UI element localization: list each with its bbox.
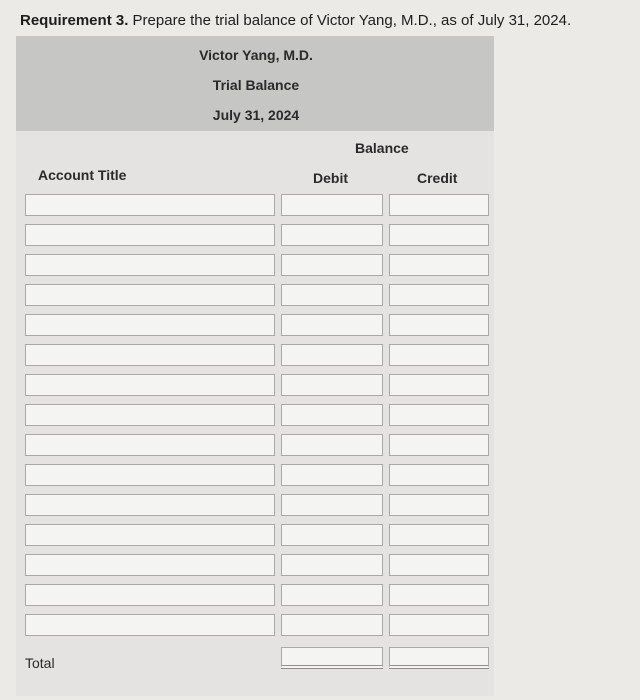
debit-input[interactable]	[281, 314, 383, 336]
credit-input[interactable]	[389, 284, 489, 306]
account-title-input[interactable]	[25, 464, 275, 486]
table-row	[16, 584, 494, 608]
debit-input[interactable]	[281, 434, 383, 456]
table-row	[16, 314, 494, 338]
table-row	[16, 224, 494, 248]
debit-input[interactable]	[281, 494, 383, 516]
credit-input[interactable]	[389, 374, 489, 396]
debit-input[interactable]	[281, 614, 383, 636]
credit-input[interactable]	[389, 314, 489, 336]
trial-balance-table	[16, 36, 494, 696]
table-row	[16, 284, 494, 308]
credit-header: Credit	[417, 170, 458, 186]
credit-input[interactable]	[389, 344, 489, 366]
account-title-input[interactable]	[25, 314, 275, 336]
requirement-text: Prepare the trial balance of Victor Yang, M.D., as of July 31, 2024.	[128, 12, 572, 29]
credit-input[interactable]	[389, 614, 489, 636]
debit-header: Debit	[313, 170, 348, 186]
debit-input[interactable]	[281, 464, 383, 486]
debit-input[interactable]	[281, 194, 383, 216]
debit-input[interactable]	[281, 344, 383, 366]
debit-input[interactable]	[281, 554, 383, 576]
total-label: Total	[25, 655, 55, 671]
table-row	[16, 344, 494, 368]
account-title-input[interactable]	[25, 554, 275, 576]
debit-input[interactable]	[281, 404, 383, 426]
account-title-input[interactable]	[25, 524, 275, 546]
balance-column-group: Balance	[355, 140, 409, 156]
table-row	[16, 374, 494, 398]
requirement-label: Requirement 3.	[20, 12, 129, 29]
statement-title: Trial Balance	[212, 77, 300, 93]
table-row	[16, 404, 494, 428]
table-row	[16, 434, 494, 458]
credit-input[interactable]	[389, 254, 489, 276]
account-title-input[interactable]	[25, 434, 275, 456]
table-row	[16, 254, 494, 278]
table-row	[16, 524, 494, 548]
account-title-input[interactable]	[25, 344, 275, 366]
credit-input[interactable]	[389, 464, 489, 486]
debit-input[interactable]	[281, 284, 383, 306]
table-row	[16, 554, 494, 578]
credit-input[interactable]	[389, 554, 489, 576]
credit-input[interactable]	[389, 584, 489, 606]
credit-input[interactable]	[389, 434, 489, 456]
account-title-input[interactable]	[25, 374, 275, 396]
table-row	[16, 614, 494, 638]
account-title-input[interactable]	[25, 224, 275, 246]
statement-header	[16, 36, 494, 131]
credit-input[interactable]	[389, 194, 489, 216]
table-row	[16, 494, 494, 518]
total-debit-input[interactable]	[281, 647, 383, 669]
total-row	[16, 647, 494, 671]
account-title-input[interactable]	[25, 254, 275, 276]
credit-input[interactable]	[389, 404, 489, 426]
credit-input[interactable]	[389, 494, 489, 516]
account-title-input[interactable]	[25, 284, 275, 306]
debit-input[interactable]	[281, 584, 383, 606]
credit-input[interactable]	[389, 224, 489, 246]
account-title-input[interactable]	[25, 614, 275, 636]
debit-input[interactable]	[281, 374, 383, 396]
credit-input[interactable]	[389, 524, 489, 546]
account-title-input[interactable]	[25, 584, 275, 606]
account-title-input[interactable]	[25, 494, 275, 516]
debit-input[interactable]	[281, 524, 383, 546]
requirement-instruction	[20, 12, 571, 29]
account-title-input[interactable]	[25, 194, 275, 216]
statement-date: July 31, 2024	[212, 107, 300, 123]
account-title-input[interactable]	[25, 404, 275, 426]
table-row	[16, 194, 494, 218]
debit-input[interactable]	[281, 254, 383, 276]
total-credit-input[interactable]	[389, 647, 489, 669]
company-name: Victor Yang, M.D.	[199, 47, 313, 63]
table-row	[16, 464, 494, 488]
debit-input[interactable]	[281, 224, 383, 246]
account-title-header: Account Title	[38, 167, 127, 183]
